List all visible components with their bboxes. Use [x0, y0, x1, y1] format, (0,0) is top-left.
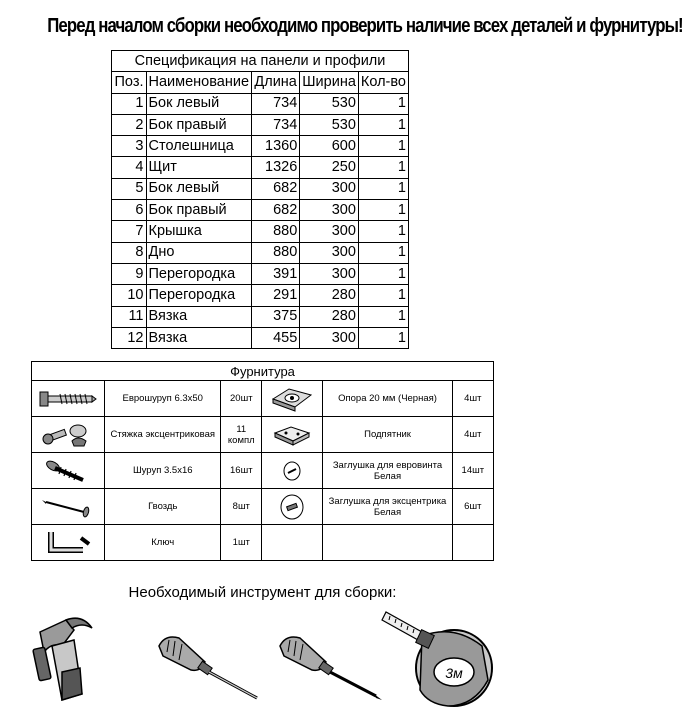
- hex-key-icon: [32, 525, 105, 561]
- spec-pos-cell: 9: [112, 263, 147, 284]
- name-line: Белая: [373, 470, 402, 482]
- spec-row: [112, 263, 409, 284]
- spec-length-cell: 734: [252, 114, 300, 135]
- euro-screw-icon: [32, 381, 105, 417]
- eccentric-cap-icon: [262, 489, 323, 525]
- spec-pos-cell: 3: [112, 136, 147, 157]
- spec-pos-cell: 10: [112, 285, 147, 306]
- spec-row: [112, 178, 409, 199]
- hammer-icon: [22, 612, 122, 712]
- name-line: Белая: [373, 506, 402, 518]
- spec-qty-cell: 1: [358, 93, 408, 114]
- empty-cell: [452, 525, 493, 561]
- hardware-name: Еврошуруп 6.3х50: [105, 381, 221, 417]
- spec-pos-cell: 1: [112, 93, 147, 114]
- spec-row: [112, 327, 409, 348]
- spec-table: [111, 50, 409, 349]
- hardware-qty: 6шт: [452, 489, 493, 525]
- spec-qty-cell: 1: [358, 114, 408, 135]
- tape-measure-icon: [378, 610, 498, 710]
- spec-name-cell: Бок левый: [146, 178, 252, 199]
- empty-cell: [262, 525, 323, 561]
- col-pos-header: Поз.: [112, 72, 147, 93]
- headline: Перед началом сборки необходимо проверить наличие всех деталей и фурнитуры!: [47, 14, 683, 37]
- spec-row: [112, 306, 409, 327]
- col-length-header: Длина: [252, 72, 300, 93]
- spec-name-cell: Вязка: [146, 306, 252, 327]
- col-width-header: Ширина: [300, 72, 359, 93]
- spec-length-cell: 1326: [252, 157, 300, 178]
- spec-name-cell: Щит: [146, 157, 252, 178]
- hardware-name: [323, 489, 452, 525]
- spec-width-cell: 300: [300, 200, 359, 221]
- hardware-row: [32, 453, 494, 489]
- hardware-row: [32, 525, 494, 561]
- hardware-qty: 16шт: [221, 453, 262, 489]
- hardware-name: Опора 20 мм (Черная): [323, 381, 452, 417]
- hardware-row: [32, 489, 494, 525]
- qty-unit: компл: [227, 434, 255, 446]
- spec-pos-cell: 6: [112, 200, 147, 221]
- spec-width-cell: 280: [300, 285, 359, 306]
- spec-pos-cell: 8: [112, 242, 147, 263]
- spec-length-cell: 734: [252, 93, 300, 114]
- name-line: Заглушка для эксцентрика: [328, 495, 447, 507]
- spec-length-cell: 455: [252, 327, 300, 348]
- hardware-qty: 4шт: [452, 381, 493, 417]
- spec-name-cell: Крышка: [146, 221, 252, 242]
- hardware-name: Гвоздь: [105, 489, 221, 525]
- spec-pos-cell: 4: [112, 157, 147, 178]
- tape-measure-label: 3м: [445, 665, 463, 681]
- name-line: Заглушка для евровинта: [332, 459, 443, 471]
- spec-pos-cell: 12: [112, 327, 147, 348]
- spec-qty-cell: 1: [358, 263, 408, 284]
- spec-qty-cell: 1: [358, 327, 408, 348]
- phillips-screwdriver-icon: [276, 628, 391, 703]
- spec-qty-cell: 1: [358, 221, 408, 242]
- spec-width-cell: 300: [300, 327, 359, 348]
- spec-name-cell: Дно: [146, 242, 252, 263]
- spec-width-cell: 300: [300, 221, 359, 242]
- spec-name-cell: Бок правый: [146, 200, 252, 221]
- spec-row: [112, 242, 409, 263]
- wood-screw-icon: [32, 453, 105, 489]
- spec-width-cell: 300: [300, 263, 359, 284]
- spec-qty-cell: 1: [358, 157, 408, 178]
- spec-width-cell: 250: [300, 157, 359, 178]
- spec-width-cell: 280: [300, 306, 359, 327]
- hardware-row: [32, 381, 494, 417]
- glide-pad-icon: [262, 417, 323, 453]
- nail-icon: [32, 489, 105, 525]
- empty-cell: [323, 525, 452, 561]
- spec-pos-cell: 7: [112, 221, 147, 242]
- qty-line: 11: [236, 423, 247, 435]
- hardware-qty: [221, 417, 262, 453]
- spec-qty-cell: 1: [358, 200, 408, 221]
- spec-header-row: [112, 72, 409, 93]
- spec-row: [112, 93, 409, 114]
- hardware-qty: 14шт: [452, 453, 493, 489]
- hardware-name: Подпятник: [323, 417, 452, 453]
- spec-length-cell: 1360: [252, 136, 300, 157]
- hardware-table: [31, 361, 494, 561]
- spec-row: [112, 114, 409, 135]
- spec-qty-cell: 1: [358, 178, 408, 199]
- spec-name-cell: Бок правый: [146, 114, 252, 135]
- spec-width-cell: 530: [300, 93, 359, 114]
- hardware-title: Фурнитура: [32, 362, 494, 381]
- spec-width-cell: 530: [300, 114, 359, 135]
- col-name-header: Наименование: [146, 72, 252, 93]
- hardware-name: Стяжка эксцентриковая: [105, 417, 221, 453]
- cap-plug-icon: [262, 453, 323, 489]
- flat-screwdriver-icon: [155, 628, 270, 703]
- spec-length-cell: 880: [252, 242, 300, 263]
- spec-width-cell: 300: [300, 178, 359, 199]
- spec-length-cell: 391: [252, 263, 300, 284]
- spec-qty-cell: 1: [358, 306, 408, 327]
- spec-name-cell: Вязка: [146, 327, 252, 348]
- spec-qty-cell: 1: [358, 285, 408, 306]
- spec-caption: Спецификация на панели и профили: [112, 51, 409, 72]
- spec-pos-cell: 2: [112, 114, 147, 135]
- spec-name-cell: Столешница: [146, 136, 252, 157]
- spec-row: [112, 157, 409, 178]
- spec-pos-cell: 11: [112, 306, 147, 327]
- tools-title: Необходимый инструмент для сборки:: [128, 584, 397, 601]
- spec-name-cell: Перегородка: [146, 285, 252, 306]
- spec-qty-cell: 1: [358, 136, 408, 157]
- spec-width-cell: 600: [300, 136, 359, 157]
- support-foot-icon: [262, 381, 323, 417]
- spec-row: [112, 285, 409, 306]
- spec-name-cell: Бок левый: [146, 93, 252, 114]
- spec-length-cell: 291: [252, 285, 300, 306]
- spec-row: [112, 221, 409, 242]
- hardware-qty: 8шт: [221, 489, 262, 525]
- spec-length-cell: 880: [252, 221, 300, 242]
- hardware-qty: 1шт: [221, 525, 262, 561]
- spec-name-cell: Перегородка: [146, 263, 252, 284]
- eccentric-tie-icon: [32, 417, 105, 453]
- hardware-qty: 4шт: [452, 417, 493, 453]
- spec-length-cell: 375: [252, 306, 300, 327]
- spec-qty-cell: 1: [358, 242, 408, 263]
- spec-row: [112, 136, 409, 157]
- hardware-name: Шуруп 3.5х16: [105, 453, 221, 489]
- col-qty-header: Кол-во: [358, 72, 408, 93]
- hardware-qty: 20шт: [221, 381, 262, 417]
- hardware-row: [32, 417, 494, 453]
- spec-row: [112, 200, 409, 221]
- spec-width-cell: 300: [300, 242, 359, 263]
- hardware-name: Ключ: [105, 525, 221, 561]
- spec-length-cell: 682: [252, 200, 300, 221]
- hardware-name: [323, 453, 452, 489]
- spec-pos-cell: 5: [112, 178, 147, 199]
- spec-length-cell: 682: [252, 178, 300, 199]
